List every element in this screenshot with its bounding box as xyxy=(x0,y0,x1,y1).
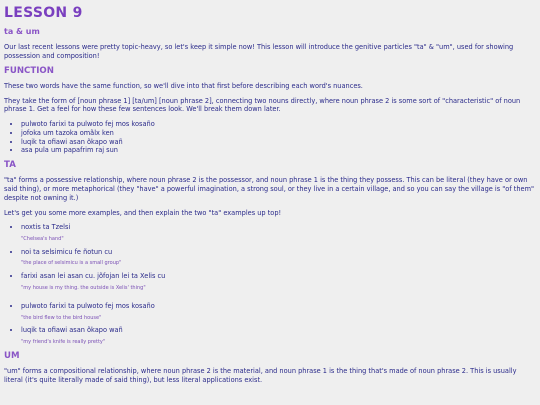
example-sentence: farixi asan lei asan cu. jõfojan lei ta Xelis cu xyxy=(21,271,166,280)
function-heading: FUNCTION xyxy=(4,65,54,76)
ta-heading: TA xyxy=(4,159,16,170)
um-paragraph-1: "um" forms a compositional relationship, where noun phrase 2 is the material, and noun phrase 1 is the thing that's made of noun phrase 2. This is usually literal (it's quite literally made of said thing), but less literal applications exist. xyxy=(4,367,517,384)
list-item xyxy=(21,272,537,291)
list-item xyxy=(21,248,537,267)
example-translation: "my friend's knife is really pretty" xyxy=(21,339,106,346)
example-translation: "the bird flew to the bird house" xyxy=(21,314,102,321)
ta-paragraph-2: Let's get you some more examples, and then explain the two "ta" examples up top! xyxy=(4,208,282,217)
example-translation: "my house is my thing. the outside is Xelis' thing" xyxy=(21,284,146,291)
example-sentence: noxtis ta Tzelsi xyxy=(21,223,71,232)
function-paragraph-2: They take the form of [noun phrase 1] [ta/um] [noun phrase 2], connecting two nouns directly, where noun phrase 2 is some sort of "characteristic" of noun phrase 1. Get a feel for how these few sentences look. We'll break them down later. xyxy=(4,96,521,114)
example-sentence: pulwoto farixi ta pulwoto fej mos kosaño xyxy=(21,302,155,311)
um-heading: UM xyxy=(4,350,20,361)
function-paragraph-1: These two words have the same function, so we'll dive into that first before describing each word's nuances. xyxy=(4,82,363,91)
list-item: • luqik ta ofiawi asan õkapo wañ xyxy=(21,138,537,147)
example-sentence: luqik ta ofiawi asan õkapo wañ xyxy=(21,326,123,335)
page-subtitle: ta & um xyxy=(4,27,40,37)
list-item xyxy=(21,223,537,242)
example-sentence: noi ta selsimicu fe ñotun cu xyxy=(21,247,113,256)
intro-paragraph: Our last recent lessons were pretty topic-heavy, so let's keep it simple now! This lesson will introduce the genitive particles "ta" & "um", used for showing possession and composition! xyxy=(4,43,514,60)
list-item xyxy=(21,326,537,345)
function-example-list xyxy=(4,120,537,155)
list-item: • asa pula um papafrim raj sun xyxy=(21,146,537,155)
list-item: • jofoka um tazoka omãlx ken xyxy=(21,129,537,138)
ta-example-list xyxy=(4,223,537,345)
page-title: LESSON 9 xyxy=(4,5,83,21)
example-translation: "Chelsea's hand" xyxy=(21,235,64,242)
example-translation: "the place of selsimicu is a small group" xyxy=(21,260,122,267)
ta-paragraph-1: "ta" forms a possessive relationship, where noun phrase 2 is the possessor, and noun phrase 1 is the thing they possess. This can be literal (they have or own said thing), or more metaphorical (they "have" a powerful imagination, a strong soul, or they live in a certain village, and so you can say the village is "of them" despite not owning it.) xyxy=(4,176,535,202)
list-item xyxy=(21,302,537,321)
list-item: • pulwoto farixi ta pulwoto fej mos kosaño xyxy=(21,120,537,129)
